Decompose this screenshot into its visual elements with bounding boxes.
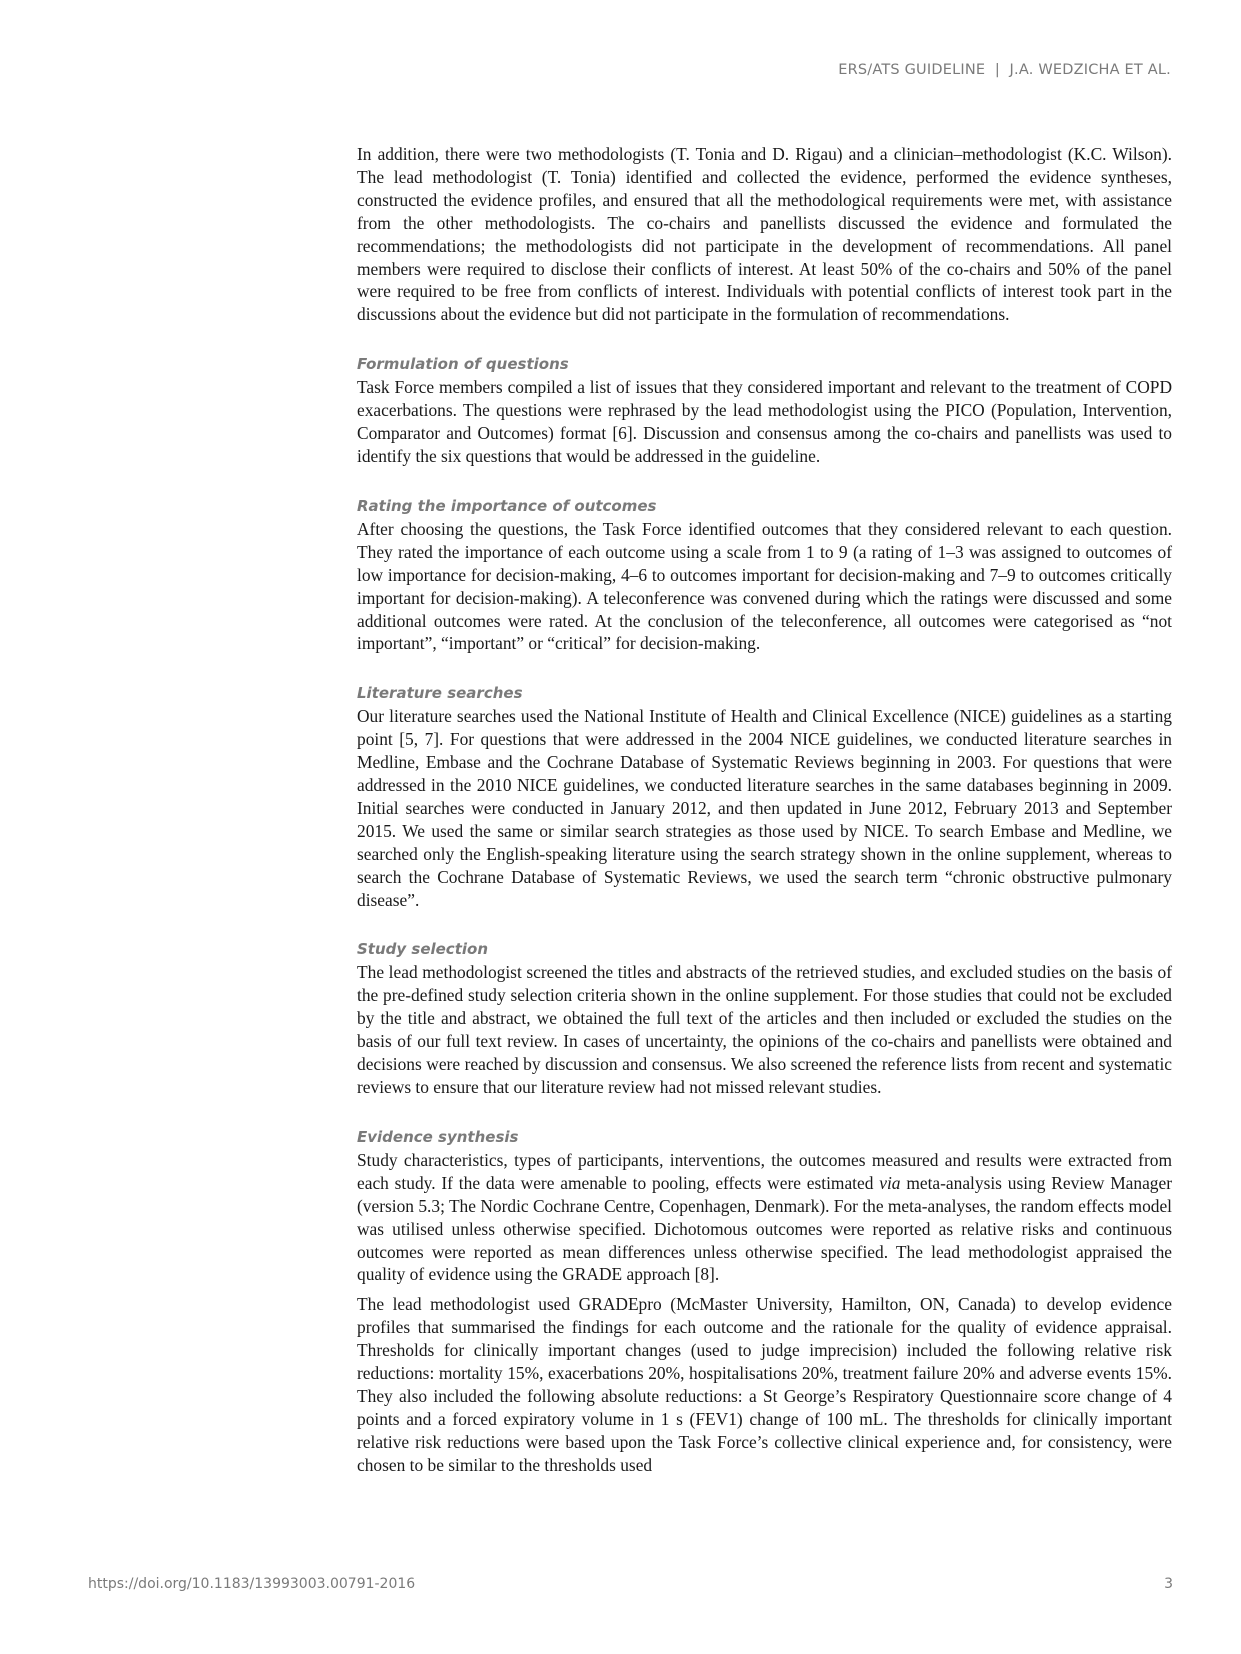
page-number: 3 [1164,1576,1173,1592]
section-heading: Evidence synthesis [357,1127,519,1146]
section-paragraph: The lead methodologist used GRADEpro (McMaster University, Hamilton, ON, Canada) to develop evidence profiles that summarised the findings for each outcome and the rationale for the quality of evidence appraisal. Thresholds for clinically important changes (used to judge imprecision) included the following relative risk reductions: mortality 15%, exacerbations 20%, hospitalisations 20%, treatment failure 20% and adverse events 15%. They also included the following absolute reductions: a St George’s Respiratory Questionnaire score change of 4 points and a forced expiratory volume in 1 s (FEV1) change of 100 mL. The thresholds for clinically important relative risk reductions were based upon the Task Force’s collective clinical experience and, for consistency, were chosen to be similar to the thresholds used [357,1294,1172,1475]
page-body [357,143,1172,1477]
section-evidence-synthesis [357,1127,1172,1477]
italic-term: via [879,1172,901,1193]
running-head: ERS/ATS GUIDELINE | J.A. WEDZICHA ET AL. [838,62,1171,78]
section-study-selection [357,939,1172,1098]
section-heading: Formulation of questions [357,355,569,374]
section-paragraph: The lead methodologist screened the titles and abstracts of the retrieved studies, and excluded studies on the basis of the pre-defined study selection criteria shown in the online supplement. For those studies that could not be excluded by the title and abstract, we obtained the full text of the articles and then included or excluded the studies on the basis of our full text review. In cases of uncertainty, the opinions of the co-chairs and panellists were obtained and decisions were reached by discussion and consensus. We also screened the reference lists from recent and systematic reviews to ensure that our literature review had not missed relevant studies. [357,962,1172,1097]
section-heading: Literature searches [357,684,523,703]
section-paragraph: After choosing the questions, the Task Force identified outcomes that they considered relevant to each question. They rated the importance of each outcome using a scale from 1 to 9 (a rating of 1–3 was assigned to outcomes of low importance for decision-making, 4–6 to outcomes important for decision-making and 7–9 to outcomes critically important for decision-making). A teleconference was convened during which the ratings were discussed and some additional outcomes were rated. At the conclusion of the teleconference, all outcomes were categorised as “not important”, “important” or “critical” for decision-making. [357,518,1172,654]
section-heading: Study selection [357,940,488,959]
section-paragraph [357,1149,1172,1286]
section-paragraph: Task Force members compiled a list of issues that they considered important and relevant to the treatment of COPD exacerbations. The questions were rephrased by the lead methodologist using the PICO (Population, Intervention, Comparator and Outcomes) format [6]. Discussion and consensus among the co-chairs and panellists was used to identify the six questions that would be addressed in the guideline. [357,377,1172,466]
section-literature-searches [357,683,1172,911]
section-formulation-of-questions [357,354,1172,468]
intro-paragraph: In addition, there were two methodologists (T. Tonia and D. Rigau) and a clinician–methodologist (K.C. Wilson). The lead methodologist (T. Tonia) identified and collected the evidence, performed the evidence syntheses, constructed the evidence profiles, and ensured that all the methodological requirements were met, with assistance from the other methodologists. The co-chairs and panellists discussed the evidence and formulated the recommendations; the methodologists did not participate in the development of recommendations. All panel members were required to disclose their conflicts of interest. At least 50% of the co-chairs and 50% of the panel were required to be free from conflicts of interest. Individuals with potential conflicts of interest took part in the discussions about the evidence but did not participate in the formulation of recommendations. [357,144,1172,325]
paragraph-text: Study characteristics, types of participants, interventions, the outcomes measured and results were extracted from each study. If the data were amenable to pooling, effects were estimated [357,1149,1172,1193]
section-heading: Rating the importance of outcomes [357,496,657,515]
paragraph-text: meta-analysis using Review Manager (version 5.3; The Nordic Cochrane Centre, Copenhagen, Denmark). For the meta-analyses, the random effects model was utilised unless otherwise specified. Dichotomous outcomes were reported as relative risks and continuous outcomes were reported as mean differences unless otherwise specified. The lead methodologist appraised the quality of evidence using the GRADE approach [8]. [357,1172,1173,1285]
section-paragraph: Our literature searches used the National Institute of Health and Clinical Excellence (NICE) guidelines as a starting point [5, 7]. For questions that were addressed in the 2004 NICE guidelines, we conducted literature searches in Medline, Embase and the Cochrane Database of Systematic Reviews beginning in 2003. For questions that were addressed in the 2010 NICE guidelines, we conducted literature searches in the same databases beginning in 2009. Initial searches were conducted in January 2012, and then updated in June 2012, February 2013 and September 2015. We used the same or similar search strategies as those used by NICE. To search Embase and Medline, we searched only the English-speaking literature using the search strategy shown in the online supplement, whereas to search the Cochrane Database of Systematic Reviews, we used the search term “chronic obstructive pulmonary disease”. [357,706,1172,910]
doi-link[interactable]: https://doi.org/10.1183/13993003.00791-2016 [88,1576,416,1592]
section-rating-importance-of-outcomes [357,496,1172,655]
